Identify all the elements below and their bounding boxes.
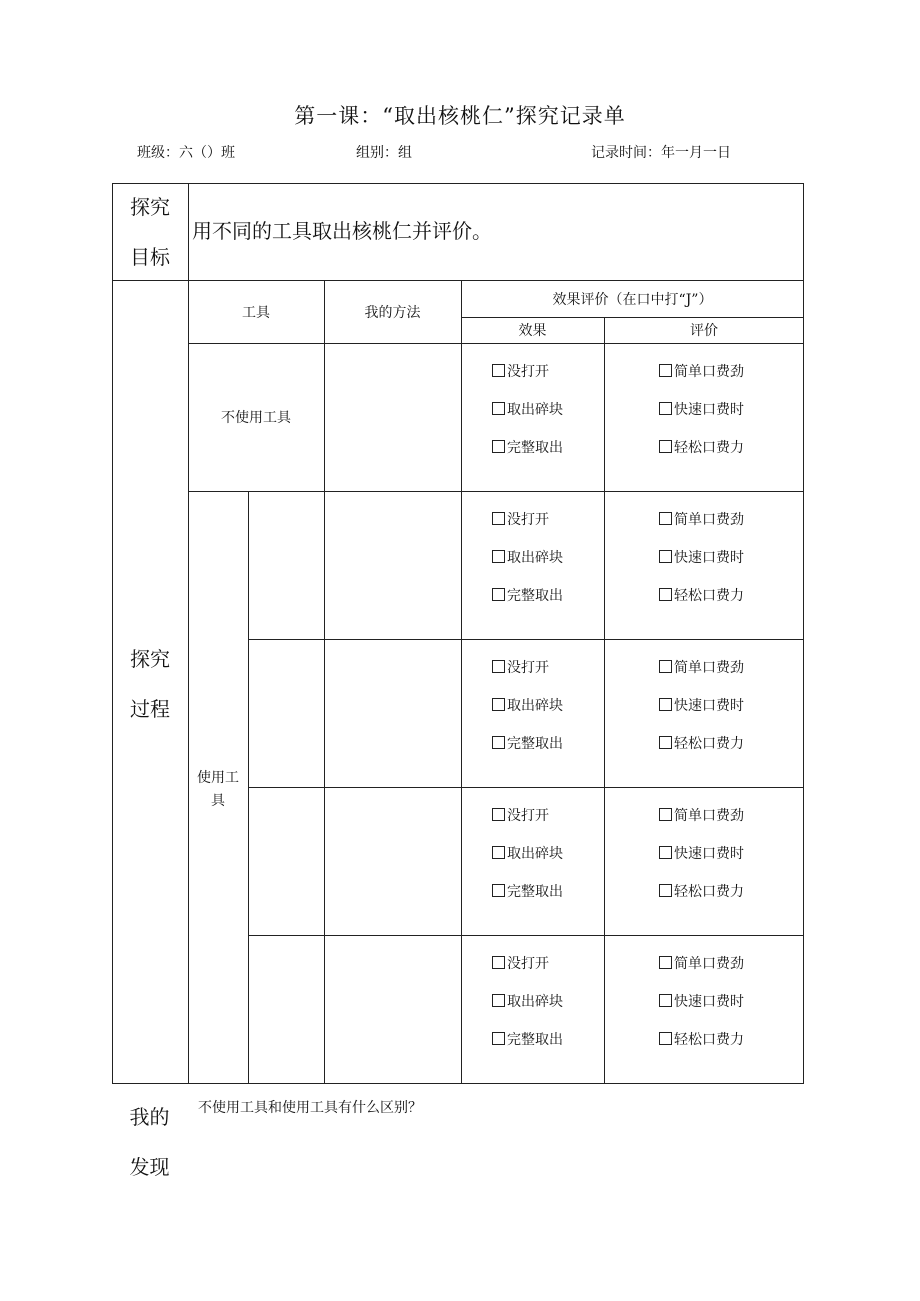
- checkbox-icon[interactable]: [659, 1032, 672, 1045]
- effect-option-checkbox[interactable]: [492, 547, 563, 567]
- checkbox-icon[interactable]: [492, 808, 505, 821]
- effect-option-label: 取出碎块: [507, 846, 563, 862]
- checkbox-icon[interactable]: [492, 364, 505, 377]
- checkbox-icon[interactable]: [659, 994, 672, 1007]
- header-rating: 评价: [690, 323, 718, 339]
- checkbox-icon[interactable]: [659, 512, 672, 525]
- effect-option-checkbox[interactable]: [492, 953, 549, 973]
- checkbox-icon[interactable]: [492, 994, 505, 1007]
- rating-option-checkbox[interactable]: [659, 695, 744, 715]
- checkbox-icon[interactable]: [659, 660, 672, 673]
- rating-option-checkbox[interactable]: [659, 399, 744, 419]
- rating-option-checkbox[interactable]: [659, 361, 744, 381]
- effect-option-label: 没打开: [507, 512, 549, 528]
- effect-option-checkbox[interactable]: [492, 361, 549, 381]
- tool-name-cell[interactable]: [248, 787, 324, 935]
- rating-option-label: 简单口费劲: [674, 956, 744, 972]
- rating-option-checkbox[interactable]: [659, 843, 744, 863]
- effect-option-checkbox[interactable]: [492, 991, 563, 1011]
- rating-option-checkbox[interactable]: [659, 881, 744, 901]
- checkbox-icon[interactable]: [659, 884, 672, 897]
- rating-option-checkbox[interactable]: [659, 547, 744, 567]
- method-cell[interactable]: [324, 491, 461, 639]
- tool-name-cell[interactable]: [248, 935, 324, 1083]
- rating-option-checkbox[interactable]: [659, 805, 744, 825]
- findings-question: 不使用工具和使用工具有什么区别？: [198, 1100, 422, 1116]
- rating-option-label: 快速口费时: [674, 846, 744, 862]
- rating-option-checkbox[interactable]: [659, 953, 744, 973]
- effect-option-label: 完整取出: [507, 588, 563, 604]
- checkbox-icon[interactable]: [492, 440, 505, 453]
- rating-option-checkbox[interactable]: [659, 657, 744, 677]
- checkbox-icon[interactable]: [659, 698, 672, 711]
- checkbox-icon[interactable]: [492, 884, 505, 897]
- method-cell[interactable]: [324, 787, 461, 935]
- rating-option-label: 轻松口费力: [674, 1032, 744, 1048]
- method-cell[interactable]: [324, 343, 461, 491]
- rating-option-label: 简单口费劲: [674, 808, 744, 824]
- header-evaluation: 效果评价（在口中打“J”）: [552, 292, 713, 308]
- findings-label: 我的 发现: [129, 1105, 170, 1179]
- header-method: 我的方法: [364, 305, 421, 321]
- checkbox-icon[interactable]: [492, 846, 505, 859]
- no-tool-label: 不使用工具: [221, 410, 291, 426]
- effect-option-checkbox[interactable]: [492, 509, 549, 529]
- rating-option-checkbox[interactable]: [659, 437, 744, 457]
- class-field: 班级：六（）班: [137, 145, 235, 161]
- effect-option-checkbox[interactable]: [492, 1029, 563, 1049]
- goal-text: 用不同的工具取出核桃仁并评价。: [192, 219, 492, 243]
- effect-option-label: 完整取出: [507, 1032, 563, 1048]
- rating-option-checkbox[interactable]: [659, 991, 744, 1011]
- checkbox-icon[interactable]: [659, 402, 672, 415]
- header-tool: 工具: [242, 305, 270, 321]
- effect-option-label: 取出碎块: [507, 402, 563, 418]
- checkbox-icon[interactable]: [659, 956, 672, 969]
- rating-option-label: 简单口费劲: [674, 364, 744, 380]
- effect-option-label: 取出碎块: [507, 550, 563, 566]
- effect-option-label: 没打开: [507, 956, 549, 972]
- checkbox-icon[interactable]: [492, 1032, 505, 1045]
- checkbox-icon[interactable]: [659, 846, 672, 859]
- effect-option-checkbox[interactable]: [492, 733, 563, 753]
- rating-option-checkbox[interactable]: [659, 1029, 744, 1049]
- checkbox-icon[interactable]: [659, 364, 672, 377]
- effect-option-label: 取出碎块: [507, 698, 563, 714]
- checkbox-icon[interactable]: [659, 588, 672, 601]
- checkbox-icon[interactable]: [659, 550, 672, 563]
- rating-option-label: 快速口费时: [674, 402, 744, 418]
- checkbox-icon[interactable]: [492, 402, 505, 415]
- rating-option-label: 轻松口费力: [674, 588, 744, 604]
- rating-option-label: 简单口费劲: [674, 660, 744, 676]
- effect-option-label: 没打开: [507, 660, 549, 676]
- checkbox-icon[interactable]: [492, 698, 505, 711]
- effect-option-checkbox[interactable]: [492, 657, 549, 677]
- process-label: 探究 过程: [130, 647, 170, 721]
- checkbox-icon[interactable]: [492, 956, 505, 969]
- header-effect: 效果: [518, 323, 547, 339]
- effect-option-label: 完整取出: [507, 736, 563, 752]
- goal-label: 探究 目标: [130, 194, 170, 269]
- method-cell[interactable]: [324, 935, 461, 1083]
- effect-option-checkbox[interactable]: [492, 843, 563, 863]
- effect-option-checkbox[interactable]: [492, 437, 563, 457]
- rating-option-label: 轻松口费力: [674, 440, 744, 456]
- effect-option-checkbox[interactable]: [492, 399, 563, 419]
- use-tool-label: 使用工 具: [197, 770, 239, 809]
- rating-option-label: 快速口费时: [674, 550, 744, 566]
- checkbox-icon[interactable]: [659, 808, 672, 821]
- tool-name-cell[interactable]: [248, 491, 324, 639]
- effect-option-checkbox[interactable]: [492, 881, 563, 901]
- rating-option-checkbox[interactable]: [659, 585, 744, 605]
- effect-option-checkbox[interactable]: [492, 695, 563, 715]
- checkbox-icon[interactable]: [492, 660, 505, 673]
- tool-name-cell[interactable]: [248, 639, 324, 787]
- rating-option-checkbox[interactable]: [659, 509, 744, 529]
- effect-option-label: 没打开: [507, 808, 549, 824]
- rating-option-label: 快速口费时: [674, 994, 744, 1010]
- rating-option-checkbox[interactable]: [659, 733, 744, 753]
- rating-option-label: 快速口费时: [674, 698, 744, 714]
- effect-option-checkbox[interactable]: [492, 585, 563, 605]
- page-title: 第一课：“取出核桃仁”探究记录单: [294, 104, 626, 128]
- rating-option-label: 轻松口费力: [674, 884, 744, 900]
- checkbox-icon[interactable]: [492, 588, 505, 601]
- group-field: 组别：组: [356, 145, 412, 161]
- date-field: 记录时间：年一月一日: [591, 145, 731, 161]
- effect-option-label: 完整取出: [507, 884, 563, 900]
- rating-option-label: 轻松口费力: [674, 736, 744, 752]
- effect-option-label: 没打开: [507, 364, 549, 380]
- effect-option-checkbox[interactable]: [492, 805, 549, 825]
- effect-option-label: 取出碎块: [507, 994, 563, 1010]
- checkbox-icon[interactable]: [659, 736, 672, 749]
- checkbox-icon[interactable]: [492, 512, 505, 525]
- rating-option-label: 简单口费劲: [674, 512, 744, 528]
- checkbox-icon[interactable]: [492, 550, 505, 563]
- checkbox-icon[interactable]: [659, 440, 672, 453]
- checkbox-icon[interactable]: [492, 736, 505, 749]
- effect-option-label: 完整取出: [507, 440, 563, 456]
- method-cell[interactable]: [324, 639, 461, 787]
